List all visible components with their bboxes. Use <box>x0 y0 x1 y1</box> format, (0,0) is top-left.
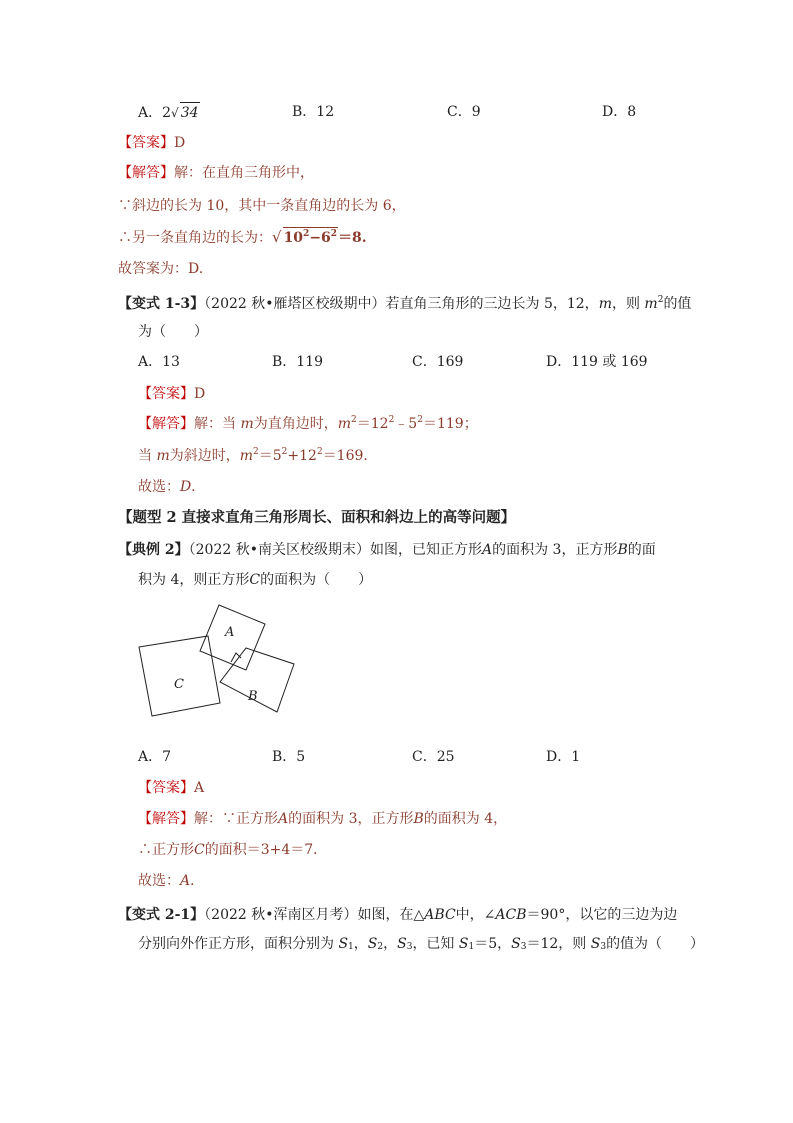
option-a-radicand: 34 <box>180 102 200 123</box>
v13-option-b: B．119 <box>272 354 324 370</box>
example-2-line-1: 【典例 2】（2022 秋•南关区校级期末）如图，已知正方形A的面积为 3，正方形B的面 <box>118 542 656 558</box>
example-2-line-2: 积为 4，则正方形C的面积为（ ） <box>138 572 373 588</box>
option-a: A．2√ 34 <box>138 102 200 123</box>
topic-2-heading: 【题型 2 直接求直角三角形周长、面积和斜边上的高等问题】 <box>118 509 516 526</box>
variant-1-3-label: 【变式 1-3】 <box>118 296 205 312</box>
solution-line-2: ∵斜边的长为 10，其中一条直角边的长为 6， <box>118 198 406 214</box>
v13-option-a: A．13 <box>138 354 180 370</box>
ex2-option-a: A．7 <box>138 749 172 765</box>
squares-figure <box>134 600 304 725</box>
v13-solution-line-2: 当 m为斜边时，$m^2=5^2+12^2=169$． <box>138 447 378 464</box>
solution-line-1: 【解答】解：在直角三角形中， <box>118 165 314 181</box>
variant-2-1-line-2: 分别向外作正方形，面积分别为 $S_1$，$S_2$，$S_3$，已知 $S_1=5$，$S_3=12$，则 $S_3$的值为（ ） <box>138 936 705 952</box>
v13-answer-line: 【答案】D <box>138 386 206 402</box>
answer-label: 【答案】 <box>118 135 174 151</box>
variant-1-3-line-1: 【变式 1-3】（2022 秋•雁塔区校级期中）若直角三角形的三边长为 5，12，m，则 $m^2$的值 <box>118 295 692 312</box>
ex2-solution-line-1: 【解答】解：∵正方形A的面积为 3，正方形B的面积为 4， <box>138 811 508 827</box>
solution-line-3: ∴另一条直角边的长为：√ $10^2-6^2=8$. <box>118 228 367 246</box>
v13-option-c: C．169 <box>412 354 464 370</box>
v13-option-d: D．119 或 169 <box>546 354 648 370</box>
radicand: $10^2-6^2$ <box>283 229 338 246</box>
label-c: C <box>174 677 184 692</box>
solution-label: 【解答】 <box>118 165 174 181</box>
example-2-label: 【典例 2】 <box>118 542 189 558</box>
answer-line <box>118 133 185 153</box>
solution-line-4: 故答案为：D. <box>118 261 204 277</box>
option-a-prefix: A．2 <box>138 105 172 121</box>
square-c <box>139 636 220 716</box>
ex2-option-d: D．1 <box>546 749 581 765</box>
variant-1-3-line-2: 为（ ） <box>138 324 208 340</box>
ex2-solution-line-3: 故选：A． <box>138 873 205 889</box>
v13-solution-line-3: 故选：D． <box>138 479 206 495</box>
v13-solution-line-1: 【解答】解：当 m为直角边时，$m^2=12^2﹣5^2=119$； <box>138 415 478 432</box>
label-b: B <box>248 689 258 704</box>
ex2-answer-line: 【答案】A <box>138 780 205 796</box>
ex2-option-b: B．5 <box>272 749 306 765</box>
ex2-option-c: C．25 <box>412 749 455 765</box>
answer-value: D <box>174 135 186 151</box>
variant-2-1-label: 【变式 2-1】 <box>118 907 205 923</box>
variant-2-1-line-1: 【变式 2-1】（2022 秋•浑南区月考）如图，在△ABC中，∠ACB＝90°，以它的三边为边 <box>118 907 678 923</box>
option-c: C．9 <box>447 104 481 120</box>
option-d: D．8 <box>602 104 637 120</box>
label-a: A <box>225 625 235 640</box>
option-b: B．12 <box>292 104 335 120</box>
ex2-solution-line-2: ∴正方形C的面积＝3+4＝7． <box>138 842 328 858</box>
